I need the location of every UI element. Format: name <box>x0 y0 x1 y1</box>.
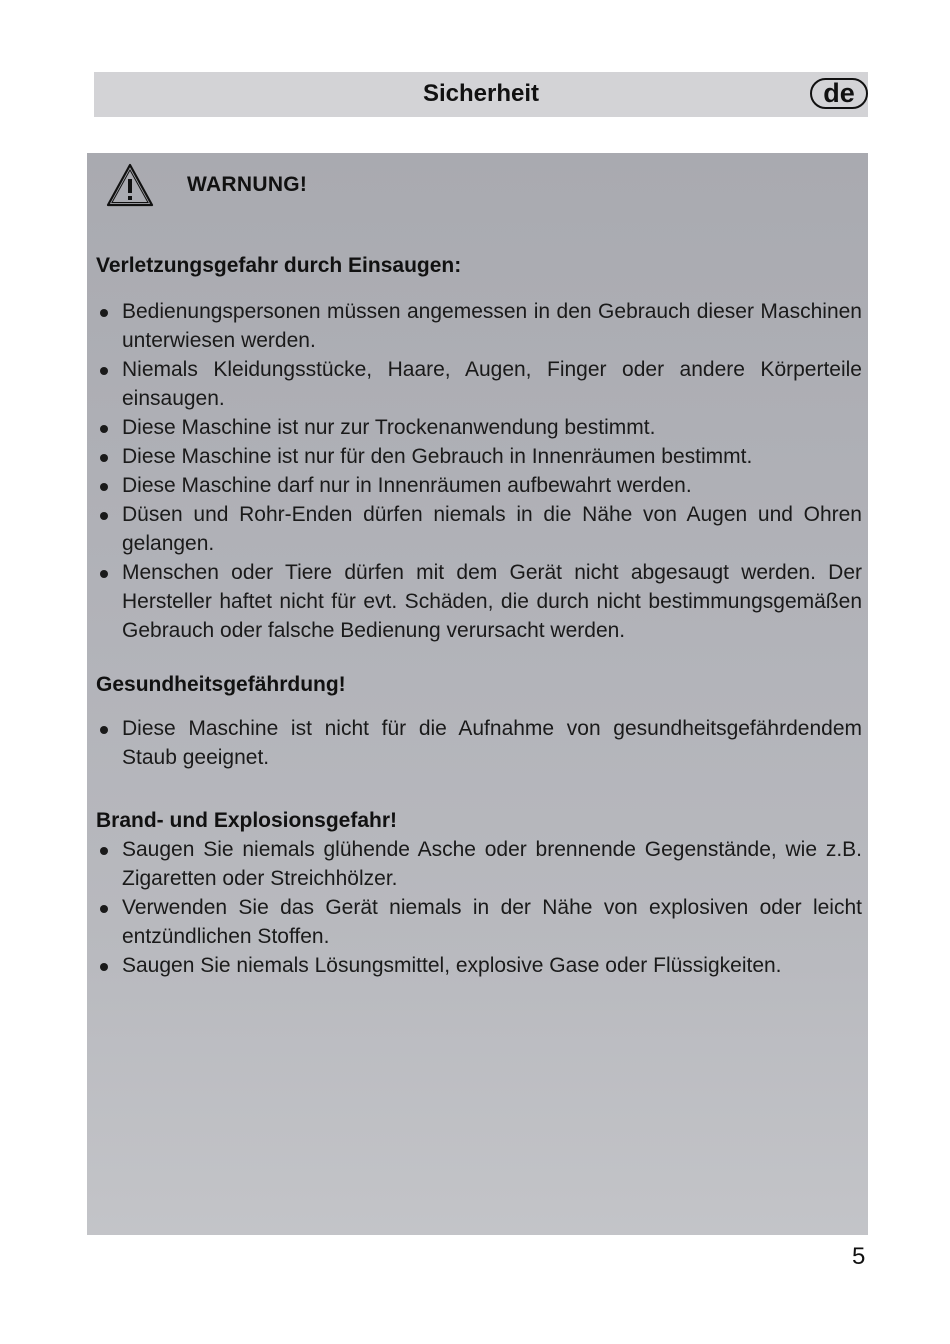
list-item <box>96 714 862 772</box>
list-item <box>96 835 862 893</box>
list-item-text: Verwenden Sie das Gerät niemals in der Nähe von explosiven oder leicht entzündlichen Stoffen. <box>122 896 862 948</box>
safety-content <box>96 251 862 980</box>
list-item-text: Diese Maschine ist nur für den Gebrauch in Innenräumen bestimmt. <box>122 445 753 468</box>
warning-panel <box>87 153 868 1235</box>
section-heading: Verletzungsgefahr durch Einsaugen: <box>96 254 462 277</box>
list-item-text: Diese Maschine ist nicht für die Aufnahme von gesundheitsgefährdendem Staub geeignet. <box>122 717 862 769</box>
page-number: 5 <box>852 1243 866 1270</box>
language-badge: de <box>810 78 868 109</box>
list-item <box>96 893 862 951</box>
list-item-text: Saugen Sie niemals glühende Asche oder brennende Gegenstände, wie z.B. Zigaretten oder Streichhölzer. <box>122 838 862 890</box>
bullet-list <box>96 714 862 772</box>
bullet-icon <box>100 905 108 913</box>
section-injury <box>96 251 862 645</box>
bullet-icon <box>100 483 108 491</box>
list-item-text: Niemals Kleidungsstücke, Haare, Augen, Finger oder andere Körperteile einsaugen. <box>122 358 862 410</box>
list-item <box>96 297 862 355</box>
section-fire <box>96 806 862 980</box>
list-item-text: Bedienungspersonen müssen angemessen in den Gebrauch dieser Maschinen unterwiesen werden. <box>122 300 862 352</box>
list-item-text: Diese Maschine darf nur in Innenräumen aufbewahrt werden. <box>122 474 692 497</box>
list-item <box>96 500 862 558</box>
bullet-icon <box>100 454 108 462</box>
list-item <box>96 951 862 980</box>
list-item <box>96 558 862 645</box>
list-item-text: Diese Maschine ist nur zur Trockenanwendung bestimmt. <box>122 416 656 439</box>
bullet-icon <box>100 726 108 734</box>
bullet-icon <box>100 309 108 317</box>
section-health <box>96 670 862 772</box>
warning-header <box>105 157 307 213</box>
section-header-bar <box>94 72 868 117</box>
bullet-icon <box>100 847 108 855</box>
warning-label: WARNUNG! <box>187 173 308 196</box>
list-item-text: Menschen oder Tiere dürfen mit dem Gerät nicht abgesaugt werden. Der Hersteller haftet nicht für evt. Schäden, die durch nicht bestimmungsgemäßen Gebrauch oder falsche Bedienung verursacht werden. <box>122 561 862 642</box>
list-item-text: Düsen und Rohr-Enden dürfen niemals in die Nähe von Augen und Ohren gelangen. <box>122 503 862 555</box>
bullet-icon <box>100 425 108 433</box>
bullet-list <box>96 297 862 645</box>
bullet-icon <box>100 963 108 971</box>
bullet-icon <box>100 512 108 520</box>
bullet-icon <box>100 570 108 578</box>
list-item <box>96 413 862 442</box>
list-item <box>96 471 862 500</box>
warning-triangle-icon <box>105 162 155 208</box>
bullet-icon <box>100 367 108 375</box>
list-item-text: Saugen Sie niemals Lösungsmittel, explosive Gase oder Flüssigkeiten. <box>122 954 782 977</box>
section-heading: Gesundheitsgefährdung! <box>96 673 346 696</box>
section-title: Sicherheit <box>422 80 540 107</box>
list-item <box>96 442 862 471</box>
list-item <box>96 355 862 413</box>
bullet-list <box>96 835 862 980</box>
section-heading: Brand- und Explosionsgefahr! <box>96 809 398 832</box>
